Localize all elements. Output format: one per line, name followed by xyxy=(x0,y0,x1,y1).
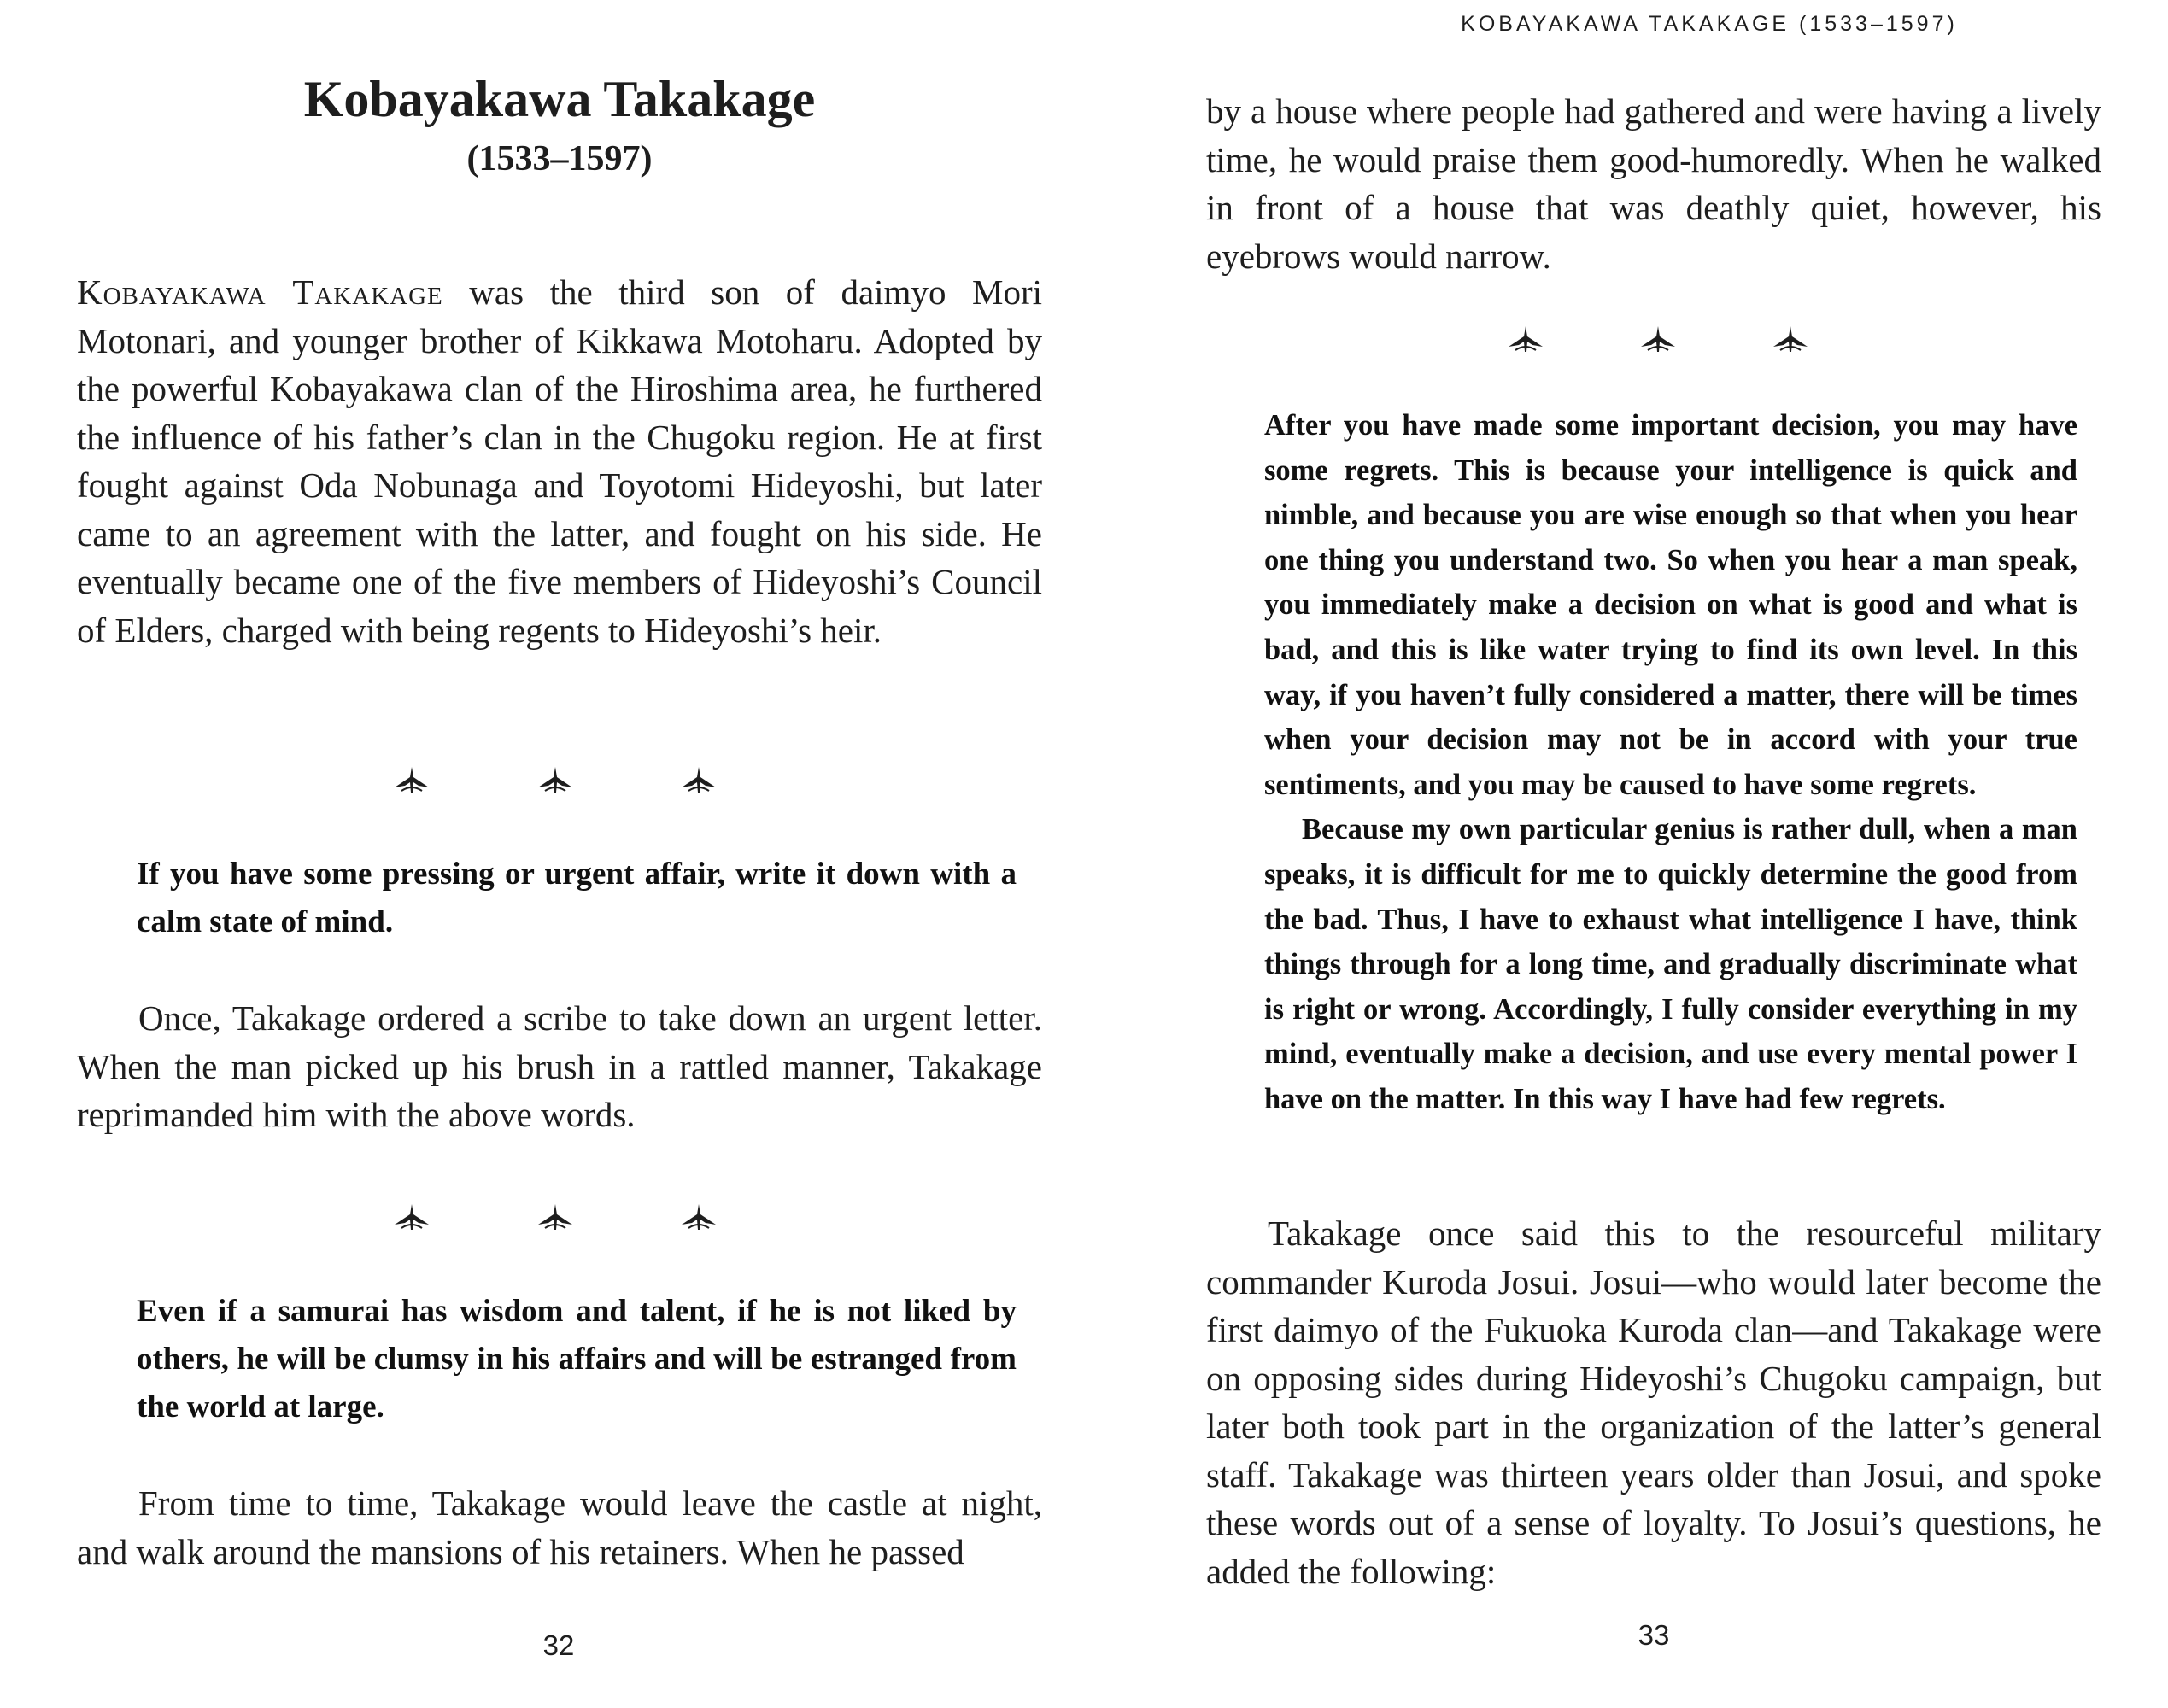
fleuron-pine-icon xyxy=(536,1202,574,1231)
intro-text: was the third son of daimyo Mori Motonari, and younger brother of Kikkawa Motoharu. Adopted by the powerful Kobayakawa clan of the Hiroshima area, he furthered the influence of his father’s clan in the Chugoku region. He at first fought against Oda Nobunaga and Toyotomi Hideyoshi, but later came to an agreement with the latter, and fought on his side. He eventually became one of the five members of Hideyoshi’s Council of Elders, charged with being regents to Hideyoshi’s heir. xyxy=(77,272,1042,650)
running-head: KOBAYAKAWA TAKAKAGE (1533–1597) xyxy=(1461,12,1958,36)
section-divider-2 xyxy=(393,1202,735,1237)
advice-quote-paragraph-1: After you have made some important decision, you may have some regrets. This is because your intelligence is quick and nimble, and because you are wise enough so that when you hear one thing you understand two. So when you hear a man speak, you immediately make a decision on what is good and what is bad, and this is like water trying to find its own level. In this way, if you haven’t fully considered a matter, there will be times when your decision may not be in accord with your true sentiments, and you may be caused to have some regrets. xyxy=(1264,409,2077,801)
page-number: 32 xyxy=(542,1629,575,1661)
chapter-title: Kobayakawa Takakage xyxy=(303,71,816,127)
maxim-quote-2: Even if a samurai has wisdom and talent, if he is not liked by others, he will be clumsy in his affairs and will be estranged from the world at large. xyxy=(137,1294,1017,1424)
fleuron-pine-icon xyxy=(680,765,718,794)
anecdote-paragraph-2: From time to time, Takakage would leave the castle at night, and walk around the mansions of his retainers. When he passed xyxy=(77,1483,1042,1571)
intro-smallcaps-name: Kobayakawa Takakage xyxy=(77,272,443,312)
chapter-dates: (1533–1597) xyxy=(466,139,653,178)
context-paragraph: Takakage once said this to the resourceful military commander Kuroda Josui. Josui—who would later become the first daimyo of the Fukuoka Kuroda clan—and Takakage were on opposing sides during Hideyoshi’s Chugoku campaign, but later both took part in the organization of the latter’s general staff. Takakage was thirteen years older than Josui, and spoke these words out of a sense of loyalty. To Josui’s questions, he added the following: xyxy=(1206,1214,2101,1591)
right-page xyxy=(1084,0,2168,1708)
intro-paragraph xyxy=(77,268,1042,654)
fleuron-pine-icon xyxy=(536,765,574,794)
section-divider-1 xyxy=(393,765,735,799)
continued-paragraph: by a house where people had gathered and were having a lively time, he would praise them good-humoredly. When he walked in front of a house that was deathly quiet, however, his eyebrows would narrow. xyxy=(1206,91,2101,276)
fleuron-pine-icon xyxy=(393,765,431,794)
advice-quote-paragraph-2: Because my own particular genius is rather dull, when a man speaks, it is difficult for me to quickly determine the good from the bad. Thus, I have to exhaust what intelligence I have, think things through for a long time, and gradually discriminate what is right or wrong. Accordingly, I fully consider everything in my mind, eventually make a decision, and use every mental power I have on the matter. In this way I have had few regrets. xyxy=(1264,813,2077,1115)
page-number: 33 xyxy=(1638,1619,1670,1651)
advice-quote xyxy=(1264,403,2077,1122)
section-divider-3 xyxy=(1507,325,1849,359)
fleuron-pine-icon xyxy=(1639,325,1677,354)
fleuron-pine-icon xyxy=(393,1202,431,1231)
maxim-quote-1: If you have some pressing or urgent affair, write it down with a calm state of mind. xyxy=(137,857,1017,939)
anecdote-paragraph-1: Once, Takakage ordered a scribe to take down an urgent letter. When the man picked up his brush in a rattled manner, Takakage reprimanded him with the above words. xyxy=(77,998,1042,1134)
fleuron-pine-icon xyxy=(680,1202,718,1231)
fleuron-pine-icon xyxy=(1772,325,1809,354)
fleuron-pine-icon xyxy=(1507,325,1544,354)
